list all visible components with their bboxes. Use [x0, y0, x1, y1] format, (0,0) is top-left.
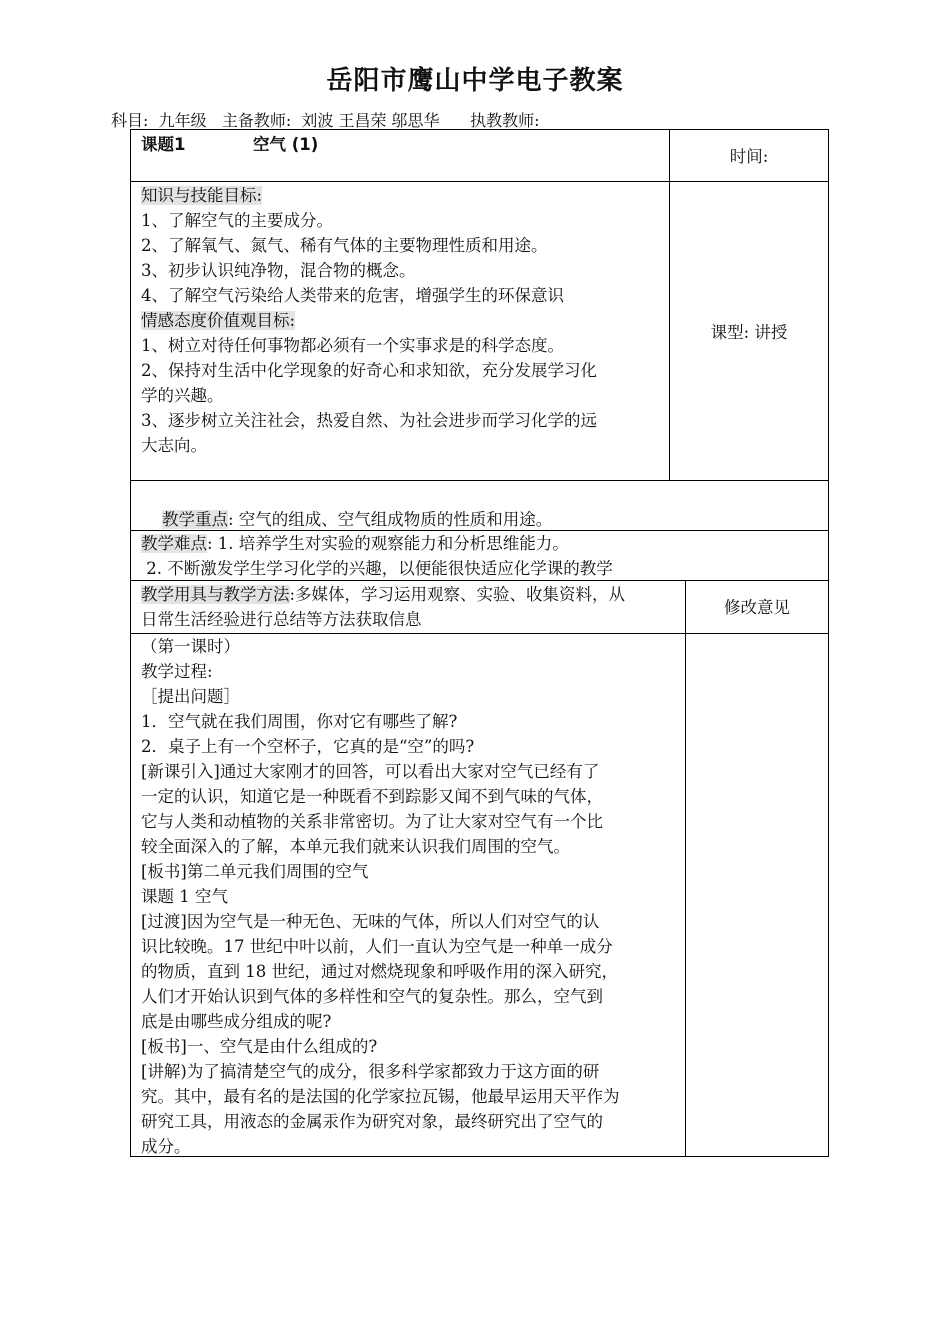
lesson-type-cell	[669, 181, 829, 481]
difficulties-cell	[130, 530, 829, 581]
process-line: [新课引入]通过大家刚才的回答，可以看出大家对空气已经有了	[141, 762, 600, 781]
lesson-type: 课型: 讲授	[710, 323, 788, 342]
process-line: [板书]第二单元我们周围的空气	[141, 862, 369, 881]
objective-item: 2、了解氧气、氮气、稀有气体的主要物理性质和用途。	[141, 236, 548, 255]
revision-header-cell	[685, 580, 829, 634]
process-line: 1．空气就在我们周围，你对它有哪些了解?	[141, 712, 458, 731]
process-line: 成分。	[141, 1137, 191, 1156]
process-line: （第一课时）	[141, 637, 240, 656]
affective-heading: 情感态度价值观目标:	[141, 311, 296, 330]
objective-item: 1、树立对待任何事物都必须有一个实事求是的科学态度。	[141, 336, 564, 355]
objective-item: 学的兴趣。	[141, 386, 224, 405]
difficulties-line: 2. 不断激发学生学习化学的兴趣，以便能很快适应化学课的教学	[141, 559, 613, 578]
difficulties-line: : 1. 培养学生对实验的观察能力和分析思维能力。	[207, 534, 569, 553]
methods-line: 日常生活经验进行总结等方法获取信息	[141, 610, 422, 629]
process-line: ［提出问题］	[141, 687, 240, 706]
methods-line: :多媒体，学习运用观察、实验、收集资料，从	[289, 585, 626, 604]
objective-item: 3、初步认识纯净物，混合物的概念。	[141, 261, 416, 280]
key-points-text: : 空气的组成、空气组成物质的性质和用途。	[227, 510, 553, 529]
objective-item: 大志向。	[141, 436, 207, 455]
topic-cell	[130, 129, 670, 182]
key-points-cell	[130, 480, 829, 531]
methods-cell	[130, 580, 686, 634]
process-cell	[130, 633, 686, 1157]
objective-item: 3、逐步树立关注社会，热爱自然、为社会进步而学习化学的远	[141, 411, 597, 430]
time-label: 时间:	[729, 147, 769, 166]
process-line: 较全面深入的了解，本单元我们就来认识我们周围的空气。	[141, 837, 570, 856]
objective-item: 4、了解空气污染给人类带来的危害，增强学生的环保意识	[141, 286, 564, 305]
process-line: 识比较晚。17 世纪中叶以前，人们一直认为空气是一种单一成分	[141, 937, 613, 956]
process-line: 底是由哪些成分组成的呢?	[141, 1012, 332, 1031]
process-line: 一定的认识，知道它是一种既看不到踪影又闻不到气味的气体，	[141, 787, 603, 806]
process-line: 的物质，直到 18 世纪，通过对燃烧现象和呼吸作用的深入研究，	[141, 962, 618, 981]
topic-name: 空气 (1)	[252, 135, 319, 154]
difficulties-label: 教学难点	[141, 534, 207, 553]
process-line: 教学过程:	[141, 662, 213, 681]
key-points-label: 教学重点	[161, 510, 228, 529]
process-line: [板书]一、空气是由什么组成的?	[141, 1037, 378, 1056]
process-line: 研究工具，用液态的金属汞作为研究对象，最终研究出了空气的	[141, 1112, 603, 1131]
process-line: [过渡]因为空气是一种无色、无味的气体，所以人们对空气的认	[141, 912, 600, 931]
process-line: 究。其中，最有名的是法国的化学家拉瓦锡，他最早运用天平作为	[141, 1087, 620, 1106]
objective-item: 1、了解空气的主要成分。	[141, 211, 333, 230]
page-title: 岳阳市鹰山中学电子教案	[326, 66, 624, 96]
topic-label: 课题1	[141, 135, 186, 154]
process-line: 2．桌子上有一个空杯子，它真的是“空”的吗?	[141, 737, 475, 756]
revision-notes-cell	[685, 633, 829, 1157]
objectives-cell	[130, 181, 670, 481]
methods-label: 教学用具与教学方法	[141, 585, 290, 604]
meta-line: 科目: 九年级 主备教师: 刘波 王昌荣 邬思华 执教教师:	[111, 111, 540, 130]
objective-item: 2、保持对生活中化学现象的好奇心和求知欲，充分发展学习化	[141, 361, 597, 380]
process-line: 它与人类和动植物的关系非常密切。为了让大家对空气有一个比	[141, 812, 603, 831]
process-line: [讲解)为了搞清楚空气的成分，很多科学家都致力于这方面的研	[141, 1062, 600, 1081]
time-cell	[669, 129, 829, 182]
knowledge-heading: 知识与技能目标:	[141, 186, 263, 205]
revision-label: 修改意见	[724, 598, 790, 617]
process-line: 人们才开始认识到气体的多样性和空气的复杂性。那么，空气到	[141, 987, 603, 1006]
process-line: 课题 1 空气	[141, 887, 228, 906]
